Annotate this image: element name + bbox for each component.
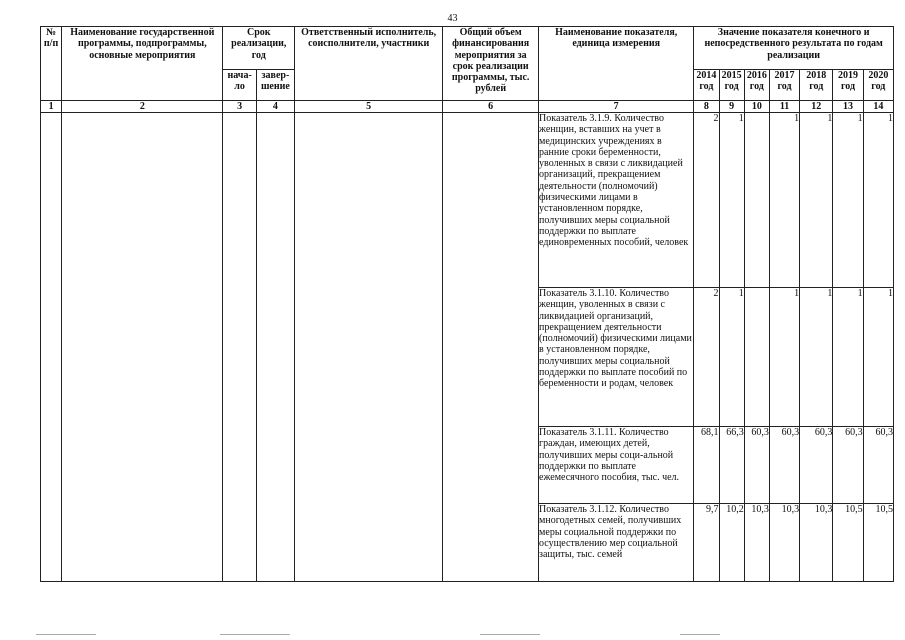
header-period: Срок реализации, год [223,27,295,70]
column-number: 5 [295,101,443,113]
value-cell: 1 [833,288,863,427]
value-cell: 60,3 [863,427,893,504]
header-executor: Ответственный исполнитель, соисполнители, участники [295,27,443,101]
header-year: 2019 год [833,70,863,101]
column-number: 9 [719,101,744,113]
value-cell: 1 [769,113,799,288]
value-cell: 2 [694,113,719,288]
table-row [41,113,894,288]
merged-cell-program-name [62,113,223,582]
column-number: 12 [800,101,833,113]
value-cell: 1 [800,288,833,427]
header-values-group: Значение показателя конечного и непосредственного результата по годам реализации [694,27,894,70]
column-numbers-row [41,101,894,113]
indicator-cell: Показатель 3.1.12. Количество многодетных семей, получивших меры социальной поддержки по осуществлению мер социальной защиты, тыс. семей [539,504,694,582]
header-year: 2020 год [863,70,893,101]
header-period-start: нача-ло [223,70,256,101]
value-cell: 10,3 [744,504,769,582]
scan-artifact-line [36,634,96,635]
value-cell: 1 [719,288,744,427]
column-number: 4 [256,101,294,113]
header-year: 2015 год [719,70,744,101]
column-number: 8 [694,101,719,113]
column-number: 3 [223,101,256,113]
value-cell: 60,3 [833,427,863,504]
merged-cell-period-end [256,113,294,582]
value-cell: 60,3 [744,427,769,504]
scan-artifact-line [680,634,720,635]
value-cell: 10,5 [863,504,893,582]
value-cell: 2 [694,288,719,427]
scan-artifact-line [220,634,290,635]
value-cell: 68,1 [694,427,719,504]
column-number: 10 [744,101,769,113]
header-financing: Общий объем финансирования мероприятия за срок реализации программы, тыс. рублей [443,27,539,101]
value-cell: 1 [769,288,799,427]
value-cell [744,113,769,288]
column-number: 6 [443,101,539,113]
indicator-cell: Показатель 3.1.10. Количество женщин, уволенных в связи с ликвидацией организаций, прекращением деятельности (полномочий) физическими лицами в установленном порядке, получивших меры социальной поддержки по выплате пособий по беременности и родам, человек [539,288,694,427]
column-number: 1 [41,101,62,113]
header-year: 2017 год [769,70,799,101]
value-cell: 1 [863,113,893,288]
indicator-cell: Показатель 3.1.11. Количество граждан, имеющих детей, получивших меры соци-альной поддержки по выплате ежемесячного пособия, тыс. чел. [539,427,694,504]
page-number: 43 [447,13,458,24]
program-table [40,26,894,582]
merged-cell-period-start [223,113,256,582]
value-cell [744,288,769,427]
scan-artifact-line [480,634,540,635]
header-year: 2016 год [744,70,769,101]
header-num: № п/п [41,27,62,101]
header-indicator: Наименование показателя, единица измерения [539,27,694,101]
header-year: 2018 год [800,70,833,101]
indicator-cell: Показатель 3.1.9. Количество женщин, вставших на учет в медицинских учреждениях в ранние сроки беременности, уволенных в связи с ликвидацией организаций, прекращением деятельности (полномочий) физическими лицами в установленном порядке, получивших меры социальной поддержки по выплате единовременных пособий, человек [539,113,694,288]
value-cell: 1 [833,113,863,288]
value-cell: 10,3 [769,504,799,582]
header-program-name: Наименование государственной программы, подпрограммы, основные мероприятия [62,27,223,101]
value-cell: 10,3 [800,504,833,582]
value-cell: 1 [800,113,833,288]
column-number: 11 [769,101,799,113]
merged-cell-financing [443,113,539,582]
value-cell: 9,7 [694,504,719,582]
value-cell: 66,3 [719,427,744,504]
value-cell: 1 [863,288,893,427]
column-number: 14 [863,101,893,113]
column-number: 13 [833,101,863,113]
header-period-end: завер-шение [256,70,294,101]
value-cell: 1 [719,113,744,288]
value-cell: 10,5 [833,504,863,582]
value-cell: 10,2 [719,504,744,582]
header-year: 2014 год [694,70,719,101]
merged-cell-num [41,113,62,582]
column-number: 2 [62,101,223,113]
column-number: 7 [539,101,694,113]
merged-cell-executor [295,113,443,582]
value-cell: 60,3 [769,427,799,504]
value-cell: 60,3 [800,427,833,504]
